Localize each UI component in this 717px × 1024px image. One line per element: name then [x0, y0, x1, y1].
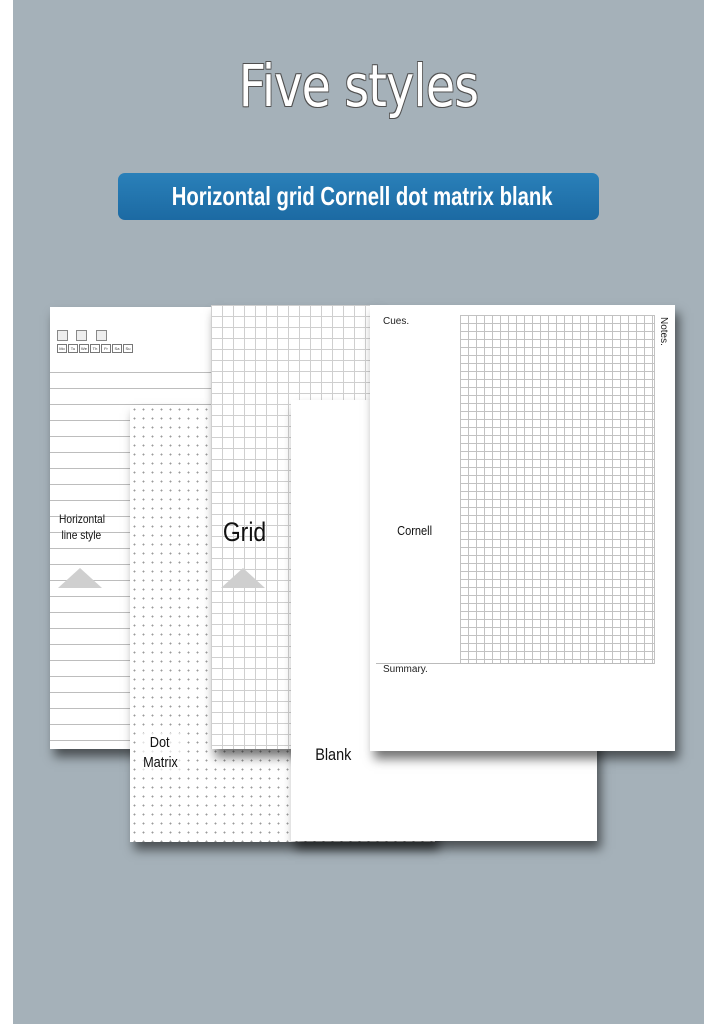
grid-style-label — [218, 514, 272, 550]
styles-banner — [118, 173, 599, 220]
decor-wedge — [58, 568, 102, 588]
blank-style-label — [308, 744, 358, 767]
summary-label: Summary. — [383, 664, 428, 675]
weekday-boxes — [57, 344, 134, 353]
weekday-box: Su — [123, 344, 133, 353]
weekday-box: Th — [90, 344, 100, 353]
decor-wedge — [221, 568, 265, 588]
cornell-label-text: Cornell — [397, 523, 433, 538]
sheet-header — [50, 307, 220, 357]
cues-label: Cues. — [383, 316, 410, 327]
horizontal-style-label — [55, 511, 107, 543]
page-title: Five styles — [238, 52, 479, 120]
banner-text: Horizontal grid Cornell dot matrix blank — [171, 181, 553, 211]
weather-sun-icon — [57, 330, 68, 341]
dot-label-line2: Matrix — [142, 754, 178, 772]
grid-label-text: Grid — [223, 517, 267, 547]
weekday-box: We — [79, 344, 89, 353]
weekday-box: Tu — [68, 344, 78, 353]
cornell-notes-grid — [460, 315, 655, 664]
weekday-box: Mo — [57, 344, 67, 353]
horizontal-label-line1: Horizontal — [59, 512, 105, 526]
weekday-box: Fr — [101, 344, 111, 353]
weather-cloud-icon — [76, 330, 87, 341]
dot-matrix-style-label — [136, 733, 184, 774]
blank-label-text: Blank — [314, 745, 352, 764]
weather-rain-icon — [96, 330, 107, 341]
weekday-box: Sa — [112, 344, 122, 353]
horizontal-label-line2: line style — [61, 528, 101, 543]
dot-label-line1: Dot — [150, 734, 170, 751]
cornell-style-label — [390, 522, 440, 540]
notes-label: Notes. — [658, 317, 669, 346]
